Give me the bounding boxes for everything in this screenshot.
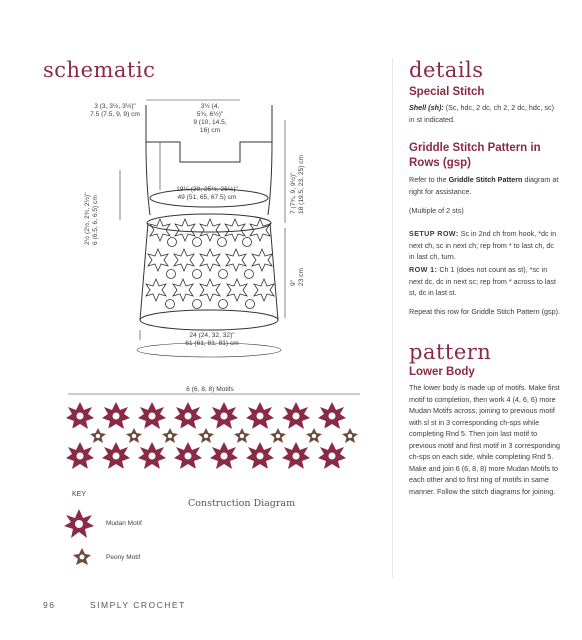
measure-top-mid-3: 9 (10, 14.5,	[193, 119, 227, 126]
measure-waist-cm: 49 (51, 65, 67.5) cm	[177, 194, 237, 201]
measure-hem-in: 24 (24, 32, 32)"	[189, 332, 235, 339]
motif-letter: A	[71, 427, 76, 434]
measure-top-mid-2: 5¾, 6½)"	[196, 111, 224, 118]
refer-text	[409, 174, 561, 197]
motif-letter: D	[123, 465, 128, 472]
row1-label: ROW 1:	[409, 265, 438, 274]
lower-body-text: The lower body is made up of motifs. Make first motif to completion, then work 4 (4, 6, 6) more Mudan Motifs across, joining to previous motif with sl st in 3 corresponding ch-sps while completing Rnd 5. Then join last motif to previous motif and first motif in 3 corresponding ch-sps on each side, while completing Rnd 5. Make and join 6 (6, 8, 8) more Mudan Motifs to each other and to first ring of motifs in same manner. Follow the stitch diagrams for joining.	[409, 383, 561, 496]
construction-diagram	[60, 388, 380, 488]
motif-letter: K	[251, 427, 256, 434]
multiple-text: (Multiple of 2 sts)	[409, 206, 464, 215]
motif-letter: N	[303, 465, 308, 472]
measure-top-left-cm: 7.5 (7.5, 9, 9) cm	[90, 111, 140, 118]
motif-letter: F	[159, 465, 163, 472]
refer-pre: Refer to the	[409, 175, 449, 184]
motif-letter: G	[179, 427, 185, 434]
construction-caption: Construction Diagram	[188, 498, 296, 509]
motif-letter: L	[267, 465, 271, 472]
setup-text: Sc in 2nd ch from hook, *dc in next ch, sc in next ch; rep from * to last ch, dc in last ch, turn.	[409, 229, 557, 261]
measure-left-vert-in: 2½ (2½, 2¾, 2½)"	[84, 192, 91, 245]
shell-definition	[409, 102, 561, 125]
row1	[409, 264, 561, 299]
setup-row	[409, 228, 561, 263]
measure-right-vert-cm: 18 (19.5, 23, 25) cm	[298, 154, 305, 214]
griddle-heading: Griddle Stitch Pattern in Rows (gsp)	[409, 142, 541, 169]
setup-label: SETUP ROW:	[409, 229, 459, 238]
motif-letter: P	[339, 465, 344, 472]
mudan-row-top	[66, 402, 346, 429]
measure-body-vert-in: 9"	[290, 279, 297, 286]
measure-top-mid-4: 16) cm	[199, 127, 221, 134]
key-label: KEY	[72, 491, 87, 498]
motif-letter: E	[143, 427, 148, 434]
measure-waist-in: 19¼ (20, 25½, 26½)"	[176, 186, 238, 193]
repeat-text: Repeat this row for Griddle Stitch Pattern (gsp).	[409, 307, 561, 316]
peony-row	[90, 428, 358, 443]
column-divider	[392, 58, 393, 578]
motif-letter: B	[87, 465, 92, 472]
key-peony-label: Peony Motif	[106, 554, 141, 561]
motif-letter: J	[231, 465, 235, 472]
motif-letter: M	[287, 427, 293, 434]
measure-body-vert-cm: 23 cm	[298, 268, 305, 286]
page-number: 96	[43, 600, 56, 610]
measure-right-vert-in: 7 (7¾, 9, 9½)"	[290, 172, 297, 214]
motif-letter: H	[195, 465, 200, 472]
schematic-heading: schematic	[43, 58, 156, 82]
motif-letter: I	[216, 427, 218, 434]
measure-top-mid-1: 3½ (4,	[200, 103, 220, 110]
row1-text: Ch 1 (does not count as st), *sc in next dc, dc in next sc; rep from * across to last st, dc in last st.	[409, 265, 557, 297]
peony-motif-icon	[70, 545, 94, 569]
shell-text: (Sc, hdc, 2 dc, ch 2, 2 dc, hdc, sc) in st indicated.	[409, 103, 555, 124]
measure-top-left-in: 3 (3, 3½, 3½)"	[94, 103, 136, 110]
motifs-count-label: 6 (6, 8, 8) Motifs	[186, 386, 234, 393]
measure-hem-cm: 61 (61, 81, 81) cm	[185, 340, 239, 347]
lower-body-heading: Lower Body	[409, 366, 475, 378]
mudan-motif-icon	[62, 507, 96, 541]
measure-left-vert-cm: 6 (6.5, 6, 6.5) cm	[92, 195, 99, 245]
motif-letter: O	[323, 427, 329, 434]
pattern-heading: pattern	[409, 340, 492, 364]
key-mudan-label: Mudan Motif	[106, 520, 142, 527]
shell-term: Shell (sh):	[409, 103, 444, 112]
special-stitch-heading: Special Stitch	[409, 86, 485, 98]
details-heading: details	[409, 58, 484, 82]
motif-letter: C	[107, 427, 112, 434]
refer-bold: Griddle Stitch Pattern	[448, 175, 523, 184]
book-title: SIMPLY CROCHET	[90, 600, 186, 610]
refer-post: diagram at right for assistance.	[409, 175, 559, 196]
